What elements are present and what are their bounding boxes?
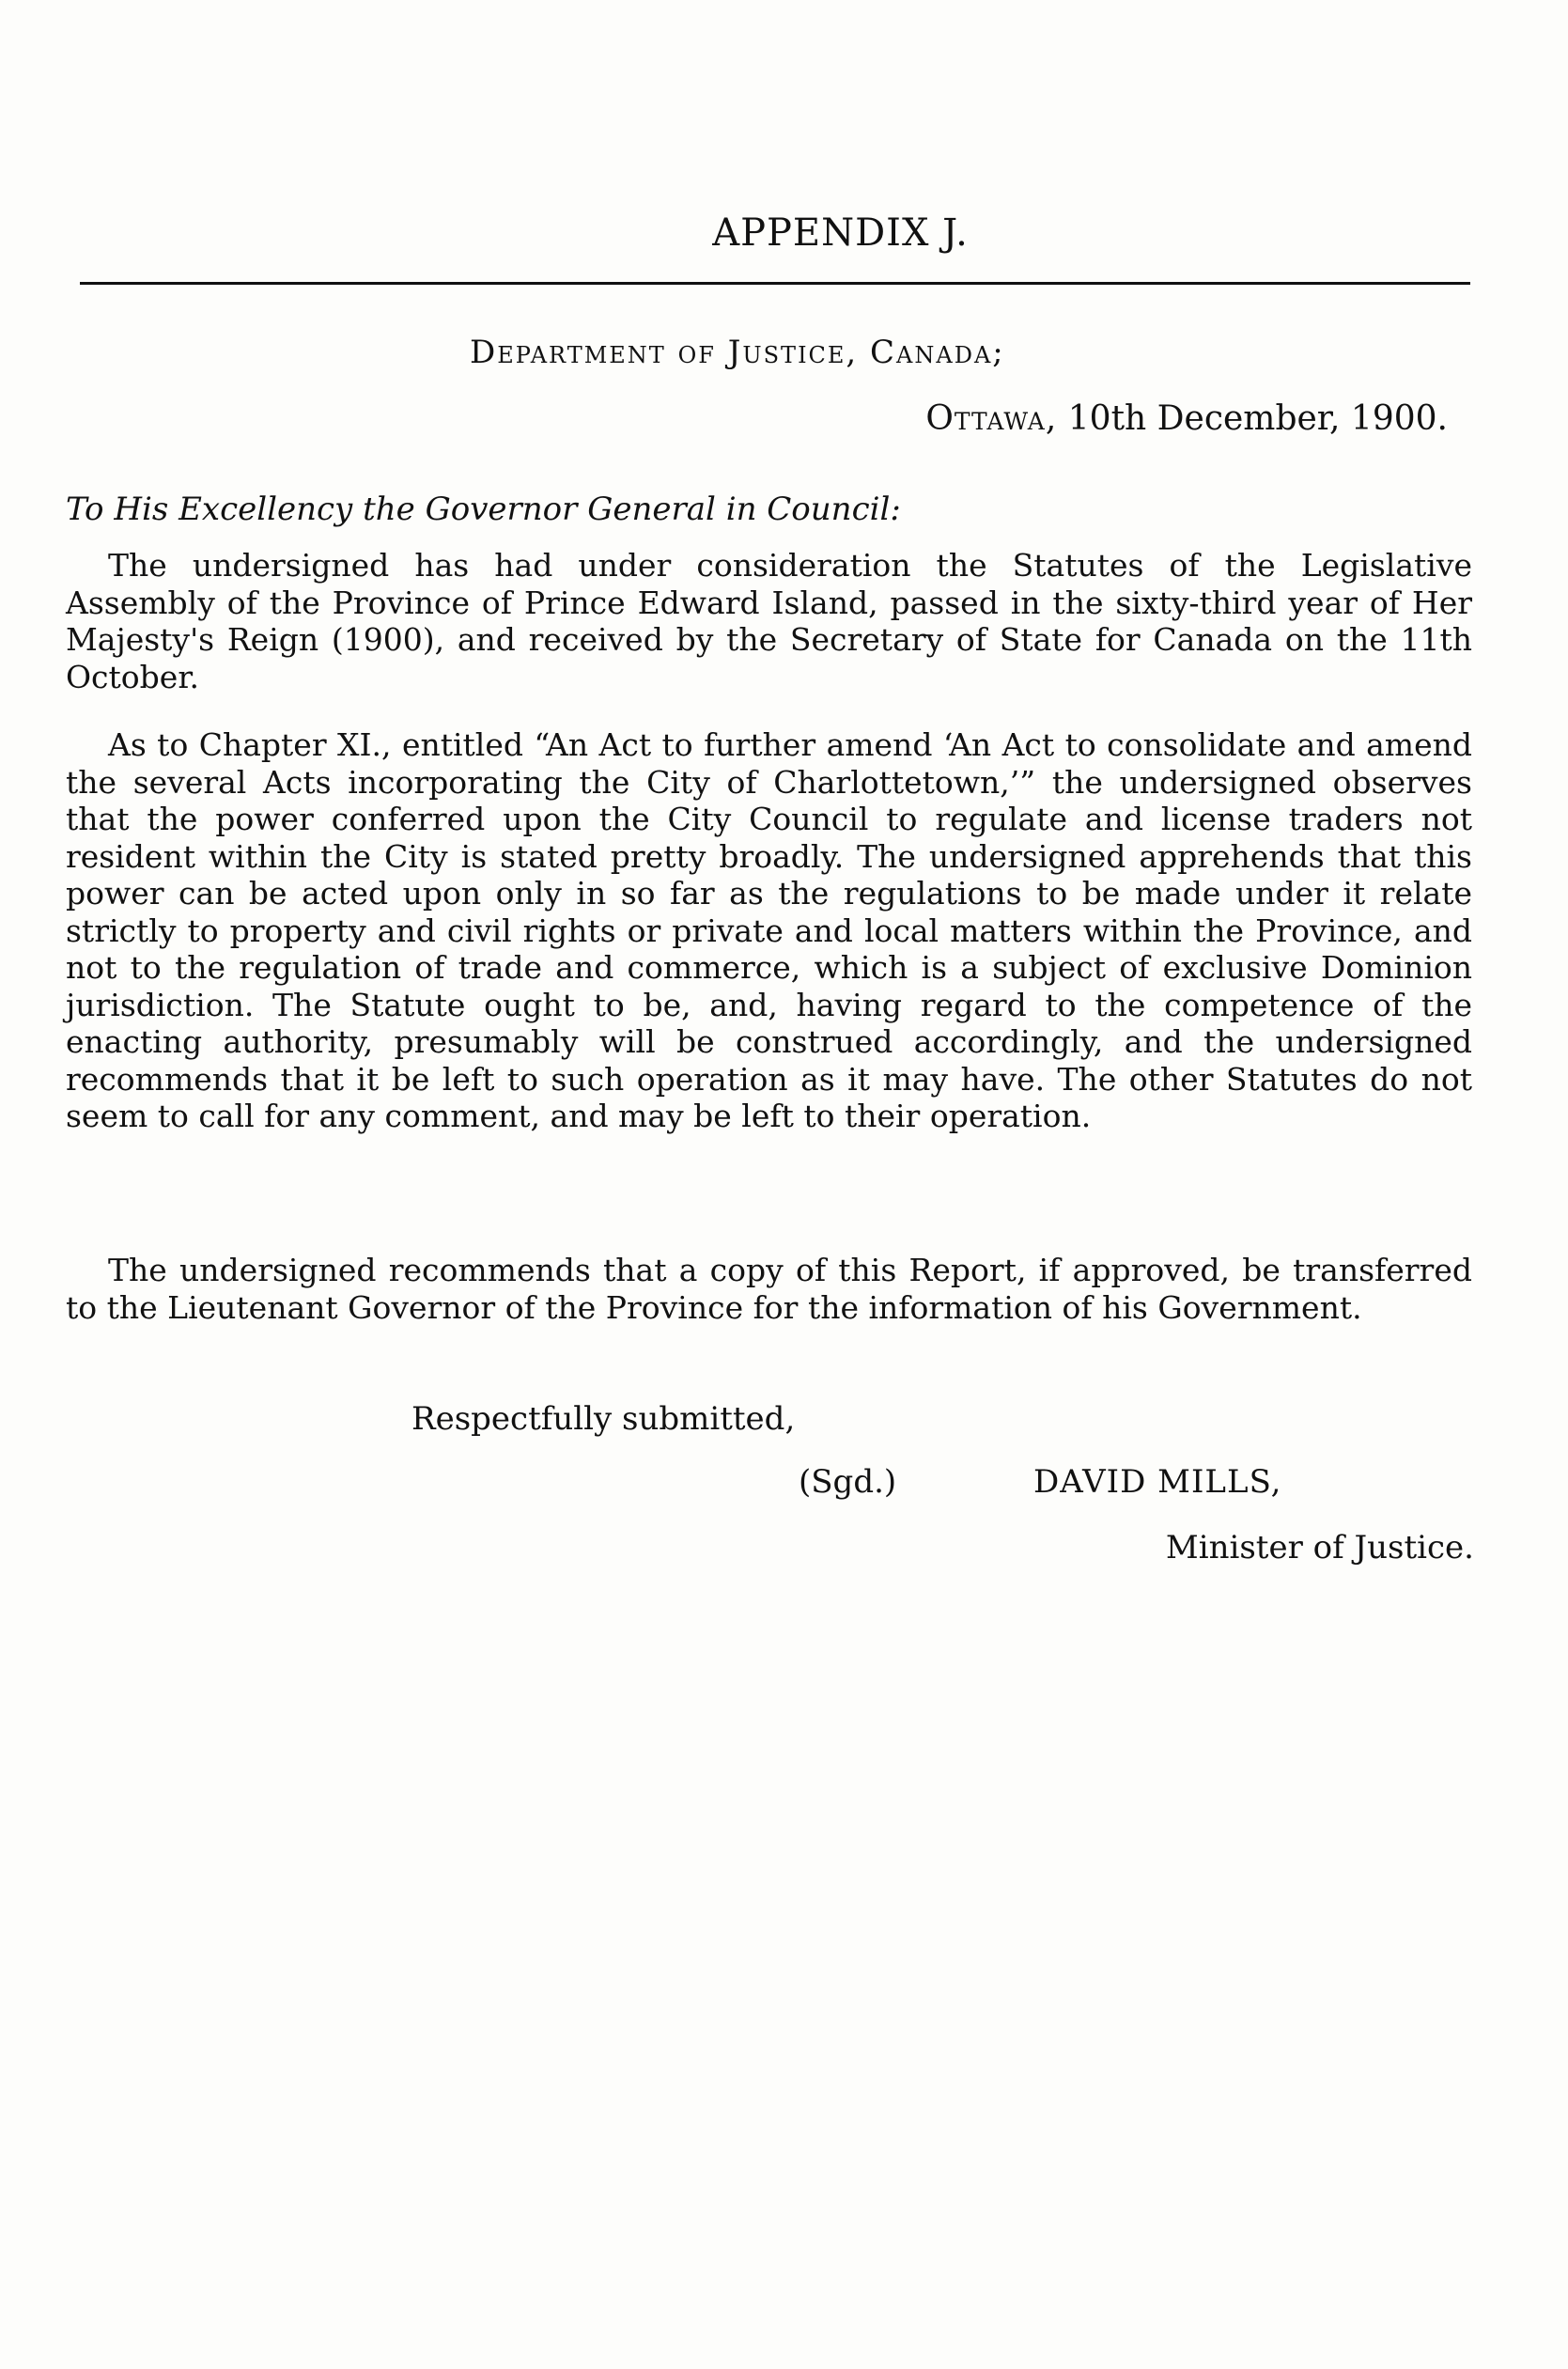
signer-title: Minister of Justice. <box>1165 1529 1474 1566</box>
letter-date: 10th December, 1900. <box>1067 399 1448 438</box>
place-name: Ottawa, <box>925 399 1058 438</box>
department-line: Department of Justice, Canada; <box>470 334 1005 371</box>
signer-name: DAVID MILLS, <box>1033 1463 1282 1501</box>
signed-marker: (Sgd.) <box>799 1463 897 1501</box>
appendix-heading: APPENDIX J. <box>712 211 969 255</box>
place-date-line <box>925 399 1448 438</box>
paragraph-chapter-xi: As to Chapter XI., entitled “An Act to further amend ‘An Act to consolidate and amend the several Acts incorporating the City of Charlottetown,’” the undersigned observes that the power conferred upon the City Council to regulate and license traders not resident within the City is stated pretty broadly. The undersigned apprehends that this power can be acted upon only in so far as the regulations to be made under it relate strictly to property and civil rights or private and local matters within the Province, and not to the regulation of trade and commerce, which is a subject of exclusive Dominion jurisdiction. The Statute ought to be, and, having regard to the competence of the enacting authority, presumably will be construed accordingly, and the undersigned recommends that it be left to such operation as it may have. The other Statutes do not seem to call for any comment, and may be left to their operation. <box>66 726 1472 1134</box>
closing-line: Respectfully submitted, <box>411 1400 796 1438</box>
paragraph-recommendation: The undersigned recommends that a copy of this Report, if approved, be transferred to the Lieutenant Governor of the Province for the information of his Government. <box>66 1252 1472 1326</box>
salutation: To His Excellency the Governor General in Council: <box>66 491 901 528</box>
paragraph-statutes: The undersigned has had under consideration the Statutes of the Legislative Assembly of the Province of Prince Edward Island, passed in the sixty-third year of Her Majesty's Reign (1900), and received by the Secretary of State for Canada on the 11th October. <box>66 547 1472 695</box>
heading-rule <box>80 282 1470 285</box>
